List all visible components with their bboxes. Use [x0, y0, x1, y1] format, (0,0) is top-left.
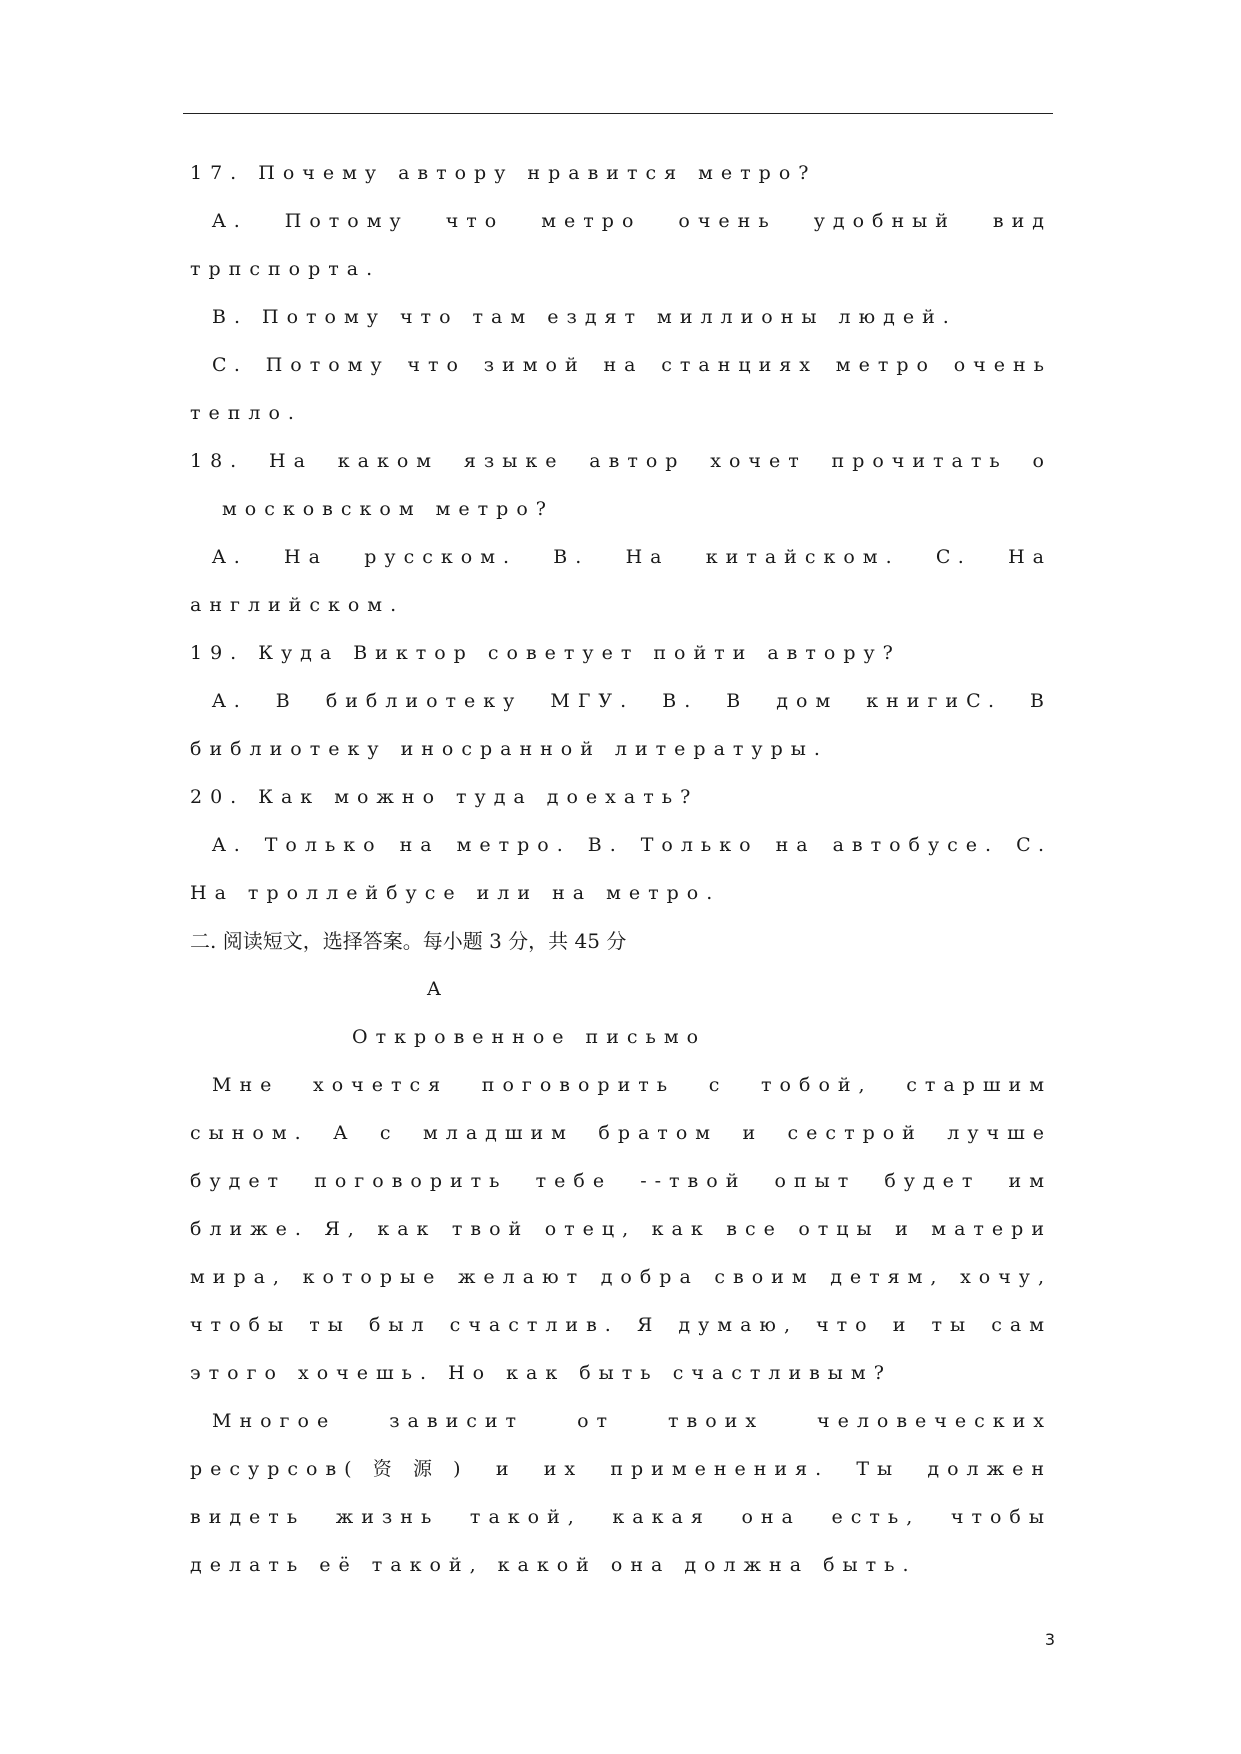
- q17-option-a: A. Потому что метро очень удобный вид: [212, 210, 1052, 232]
- q17-option-b: B. Потому что там ездят миллионы людей.: [212, 306, 957, 328]
- q20-options-cont: На троллейбусе или на метро.: [190, 882, 721, 904]
- paragraph-2-line-2: ресурсов(资源) и их применения. Ты должен: [190, 1458, 1052, 1480]
- q17-option-a-cont: трпспорта.: [190, 258, 381, 280]
- question-19: 19. Куда Виктор советует пойти автору?: [190, 642, 901, 664]
- q17-option-c-cont: тепло.: [190, 402, 302, 424]
- paragraph-1-line-6: чтобы ты был счастлив. Я думаю, что и ты сам: [190, 1314, 1052, 1336]
- question-20: 20. Как можно туда доехать?: [190, 786, 699, 808]
- question-18-cont: московском метро?: [222, 498, 554, 520]
- paragraph-1-line-7: этого хочешь. Но как быть счастливым?: [190, 1362, 892, 1384]
- paragraph-1-line-3: будет поговорить тебе --твой опыт будет им: [190, 1170, 1052, 1192]
- q20-options: A. Только на метро. B. Только на автобусе. C.: [212, 834, 1052, 856]
- header-rule: [183, 113, 1053, 114]
- q18-options: A. На русском. B. На китайском. C. На: [212, 546, 1052, 568]
- q18-options-cont: английском.: [190, 594, 405, 616]
- paragraph-2-line-3: видеть жизнь такой, какая она есть, чтобы: [190, 1506, 1052, 1528]
- text-label: A: [427, 978, 441, 1000]
- question-18: 18. На каком языке автор хочет прочитать о: [190, 450, 1052, 472]
- paragraph-2-line-4: делать её такой, какой она должна быть.: [190, 1554, 917, 1576]
- q19-options-cont: библиотеку иносранной литературы.: [190, 738, 828, 760]
- q19-options: A. В библиотеку МГУ. B. В дом книгиC. В: [212, 690, 1052, 712]
- section-heading: 二. 阅读短文，选择答案。每小题 3 分，共 45 分: [190, 929, 627, 953]
- paragraph-2-line-1: Многое зависит от твоих человеческих: [212, 1410, 1052, 1432]
- question-17: 17. Почему автору нравится метро?: [190, 162, 817, 184]
- page-number: 3: [1044, 1630, 1055, 1649]
- q17-option-c: C. Потому что зимой на станциях метро очень: [212, 354, 1052, 376]
- text-title: Откровенное письмо: [352, 1026, 707, 1048]
- paragraph-1-line-4: ближе. Я, как твой отец, как все отцы и матери: [190, 1218, 1052, 1240]
- paragraph-1-line-5: мира, которые желают добра своим детям, хочу,: [190, 1266, 1052, 1288]
- paragraph-1-line-2: сыном. А с младшим братом и сестрой лучше: [190, 1122, 1052, 1144]
- paragraph-1-line-1: Мне хочется поговорить с тобой, старшим: [212, 1074, 1052, 1096]
